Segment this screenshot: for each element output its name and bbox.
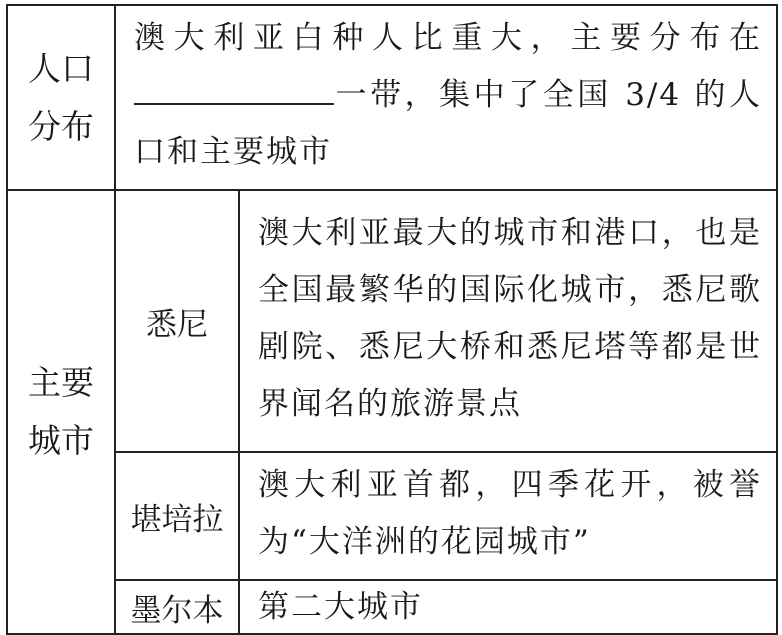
population-description — [115, 5, 777, 190]
city-row-canberra — [7, 452, 777, 580]
city-description: 第二大城市 — [239, 580, 777, 634]
population-text-after-blank: 一带，集中了全国 3/4 的人口和主要城市 — [134, 77, 763, 170]
population-header — [7, 5, 115, 190]
city-row-sydney — [7, 190, 777, 452]
city-row-melbourne — [7, 580, 777, 634]
population-text-before-blank: 澳大利亚白种人比重大，主要分布在 — [134, 20, 763, 56]
city-name: 堪培拉 — [115, 452, 239, 580]
cities-header-line1: 主要 — [28, 363, 94, 402]
cities-header — [7, 190, 115, 634]
population-header-line1: 人口 — [28, 48, 94, 88]
city-name: 墨尔本 — [115, 580, 239, 634]
population-row — [7, 5, 777, 190]
cities-header-line2: 城市 — [28, 421, 94, 460]
city-name: 悉尼 — [115, 190, 239, 452]
population-header-line2: 分布 — [28, 106, 94, 146]
geography-table — [6, 4, 778, 635]
city-description: 澳大利亚首都，四季花开，被誉为“大洋洲的花园城市” — [239, 452, 777, 580]
fill-in-blank — [134, 73, 334, 105]
city-description: 澳大利亚最大的城市和港口，也是全国最繁华的国际化城市，悉尼歌剧院、悉尼大桥和悉尼塔等都是世界闻名的旅游景点 — [239, 190, 777, 452]
